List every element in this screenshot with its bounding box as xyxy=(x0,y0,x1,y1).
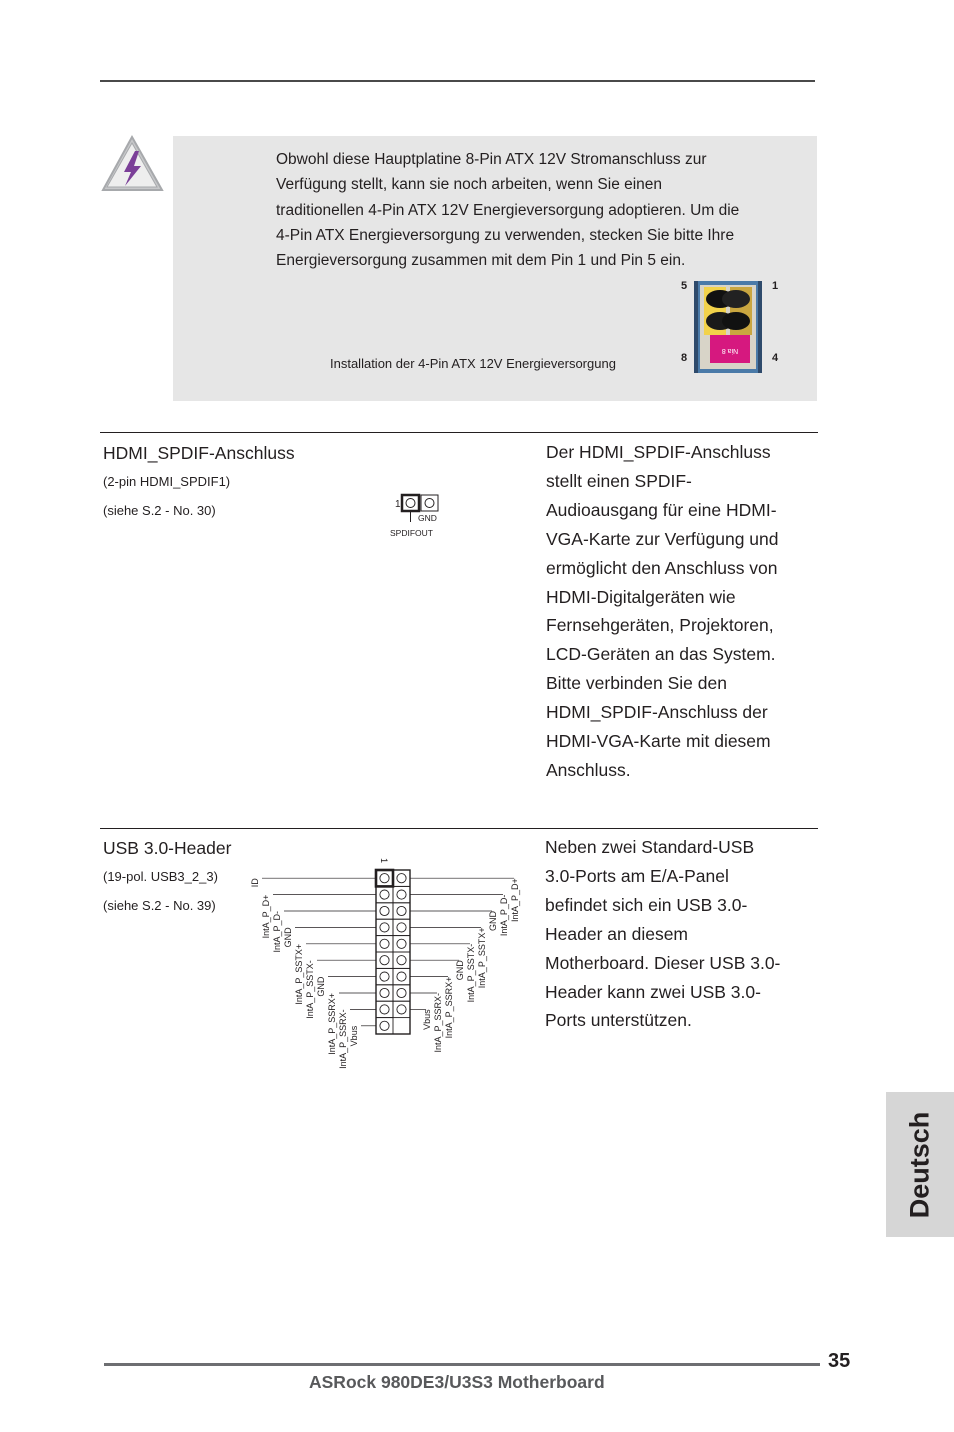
hdmi-desc-line: Audioausgang für eine HDMI- xyxy=(546,499,777,520)
usb-left-pin-label: GND xyxy=(283,927,293,948)
warning-line: Verfügung stellt, kann sie noch arbeiten, wenn Sie einen xyxy=(276,176,663,194)
usb-pin-cell xyxy=(376,952,393,968)
usb-pin-cell xyxy=(376,936,393,952)
usb-pin-cell xyxy=(393,952,410,968)
usb-left-pin-label: IntA_P_D- xyxy=(272,911,282,953)
hdmi-description xyxy=(546,438,826,785)
footer-rule xyxy=(104,1363,820,1366)
usb-pin xyxy=(397,890,406,899)
hdmi-desc-line: VGA-Karte zur Verfügung und xyxy=(546,528,779,549)
usb-pin-cell xyxy=(376,1001,393,1017)
usb-pin-cell xyxy=(393,919,410,935)
pin-label-8: 8 xyxy=(681,352,688,364)
usb-desc-line: 3.0-Ports am E/A-Panel xyxy=(545,865,729,886)
usb-right-pin-label: GND xyxy=(455,960,465,981)
pin-label-5: 5 xyxy=(681,280,688,292)
top-rule xyxy=(100,80,815,82)
hdmi-desc-line: Der HDMI_SPDIF-Anschluss xyxy=(546,442,771,462)
usb-pin xyxy=(380,923,389,932)
usb-right-pin-label: IntA_P_D- xyxy=(499,894,509,937)
usb-pin-cell xyxy=(376,1018,393,1034)
usb-left-pin-label: GND xyxy=(316,976,326,997)
hdmi-desc-line: HDMI-VGA-Karte mit diesem xyxy=(546,731,771,752)
warning-icon xyxy=(100,134,166,194)
usb-pin xyxy=(380,988,389,997)
warning-line: traditionellen 4-Pin ATX 12V Energieversorgung adoptieren. Um die xyxy=(276,201,740,219)
usb-pin-cell xyxy=(393,1001,410,1017)
hdmi-reference: (siehe S.2 - No. 30) xyxy=(103,503,216,518)
usb-pin-cell xyxy=(376,985,393,1001)
hdmi-desc-line: Bitte verbinden Sie den xyxy=(546,673,727,694)
usb-subtitle: (19-pol. USB3_2_3) xyxy=(103,869,218,884)
usb-pin xyxy=(397,956,406,965)
usb-pin xyxy=(397,1005,406,1014)
usb-description xyxy=(545,833,825,1035)
usb-pin1-label: 1 xyxy=(379,858,389,864)
hdmi-desc-line: HDMI-Digitalgeräten wie xyxy=(546,586,736,607)
spdif-pin1-label: 1 xyxy=(395,499,401,510)
usb-right-pin-label: IntA_P_SSTX+ xyxy=(477,927,487,989)
usb-pin xyxy=(397,939,406,948)
hdmi-desc-line: ermöglicht den Anschluss von xyxy=(546,557,778,578)
usb-pin-cell xyxy=(393,870,410,886)
usb-pin xyxy=(380,972,389,981)
usb-pin xyxy=(397,972,406,981)
usb-left-pin-label: IntA_P_SSTX+ xyxy=(294,943,304,1005)
usb-pin-cell xyxy=(376,919,393,935)
usb-pin-cell xyxy=(376,870,393,886)
usb-desc-line: Header kann zwei USB 3.0- xyxy=(545,981,761,1002)
usb-pin-cell xyxy=(393,968,410,984)
usb-desc-line: Ports unterstützen. xyxy=(545,1010,692,1031)
image-caption: Installation der 4-Pin ATX 12V Energieversorgung xyxy=(330,356,616,371)
spdif-header-diagram xyxy=(386,492,446,540)
usb-pin-cell xyxy=(376,968,393,984)
hdmi-desc-line: LCD-Geräten an das System. xyxy=(546,644,776,665)
usb-pin-cell xyxy=(393,903,410,919)
hdmi-title: HDMI_SPDIF-Anschluss xyxy=(103,443,295,463)
usb-right-pin-label: IntA_P_D+ xyxy=(510,878,520,922)
usb-pin xyxy=(397,988,406,997)
language-tab-label: Deutsch xyxy=(904,1111,935,1218)
usb-pin-cell xyxy=(376,886,393,902)
usb-left-pin-label: Vbus xyxy=(349,1025,359,1047)
usb-pin-cell xyxy=(393,985,410,1001)
usb-pin-cell xyxy=(393,936,410,952)
hdmi-section-rule xyxy=(100,432,818,433)
warning-line: 4-Pin ATX Energieversorgung zu verwenden, stecken Sie bitte Ihre xyxy=(276,226,735,244)
hdmi-desc-line: Fernsehgeräten, Projektoren, xyxy=(546,615,774,636)
usb-right-pin-label: IntA_P_SSTX- xyxy=(466,943,476,1003)
usb-pin xyxy=(397,874,406,883)
language-tab xyxy=(886,1092,954,1237)
hdmi-desc-line: stellt einen SPDIF- xyxy=(546,470,692,491)
page-number: 35 xyxy=(828,1350,851,1372)
usb-left-pin-label: ID xyxy=(250,878,260,888)
usb-pin xyxy=(397,906,406,915)
usb-header-diagram xyxy=(250,856,535,1071)
usb-right-pin-label: GND xyxy=(488,911,498,931)
warning-line: Energieversorgung zusammen mit dem Pin 1 und Pin 5 ein. xyxy=(276,252,686,270)
usb-desc-line: Neben zwei Standard-USB xyxy=(545,837,755,857)
atx-connector-photo xyxy=(694,281,762,373)
usb-left-pin-label: IntA_P_SSRX- xyxy=(338,1009,348,1069)
usb-pin-cell xyxy=(376,903,393,919)
usb-desc-line: Motherboard. Dieser USB 3.0- xyxy=(545,952,781,973)
usb-left-pin-label: IntA_P_D+ xyxy=(261,894,271,939)
pin-label-4: 4 xyxy=(772,352,779,364)
usb-pin xyxy=(380,874,389,883)
usb-pin-cell xyxy=(393,886,410,902)
warning-text xyxy=(276,147,796,273)
usb-reference: (siehe S.2 - No. 39) xyxy=(103,898,216,913)
usb-section-rule xyxy=(100,828,818,829)
footer-product-name: ASRock 980DE3/U3S3 Motherboard xyxy=(309,1372,605,1392)
connector-label: Nia 8 xyxy=(721,347,739,354)
usb-right-pin-label: IntA_P_SSRX+ xyxy=(444,976,454,1039)
spdif-out-label: SPDIFOUT xyxy=(390,528,433,538)
pin-label-1: 1 xyxy=(772,280,779,292)
usb-left-pin-label: IntA_P_SSRX+ xyxy=(327,993,337,1055)
usb-left-pin-label: IntA_P_SSTX- xyxy=(305,960,315,1019)
usb-pin xyxy=(380,939,389,948)
usb-right-pin-label: Vbus xyxy=(422,1009,432,1030)
usb-pin xyxy=(380,1005,389,1014)
hdmi-subtitle: (2-pin HDMI_SPDIF1) xyxy=(103,474,231,489)
hdmi-desc-line: Anschluss. xyxy=(546,759,631,780)
warning-line: Obwohl diese Hauptplatine 8-Pin ATX 12V Stromanschluss zur xyxy=(276,151,707,168)
usb-right-pin-label: IntA_P_SSRX- xyxy=(433,993,443,1053)
usb-pin xyxy=(380,890,389,899)
hdmi-desc-line: HDMI_SPDIF-Anschluss der xyxy=(546,702,768,723)
usb-desc-line: Header an diesem xyxy=(545,923,688,944)
usb-title: USB 3.0-Header xyxy=(103,838,232,858)
usb-pin xyxy=(397,923,406,932)
spdif-gnd-label: GND xyxy=(418,513,437,523)
usb-pin xyxy=(380,906,389,915)
usb-pin xyxy=(380,956,389,965)
usb-desc-line: befindet sich ein USB 3.0- xyxy=(545,894,748,915)
usb-pin xyxy=(380,1021,389,1030)
